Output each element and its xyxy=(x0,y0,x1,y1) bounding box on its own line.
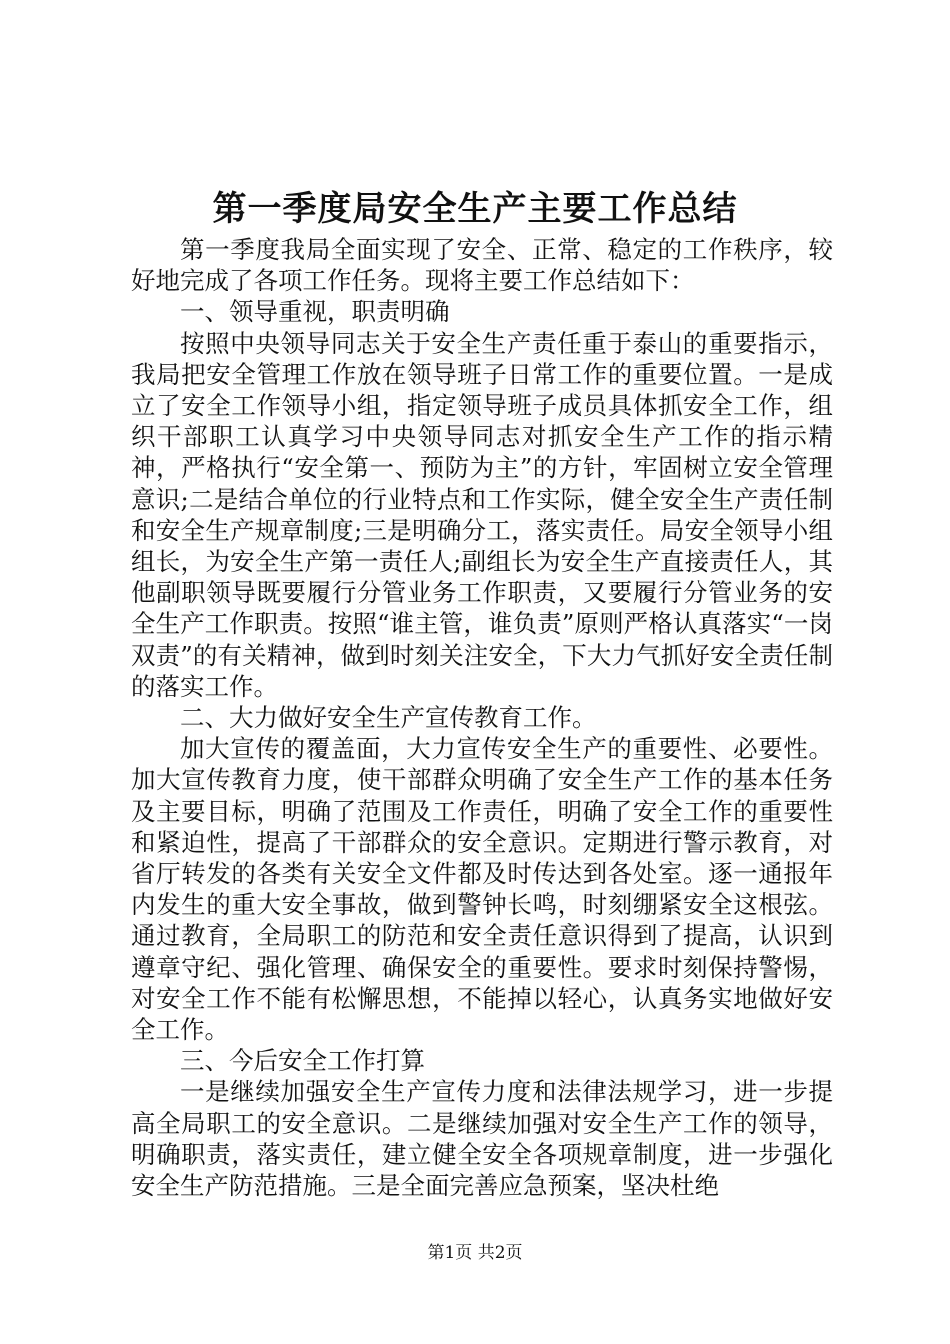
section-3-paragraph: 一是继续加强安全生产宣传力度和法律法规学习，进一步提高全局职工的安全意识。二是继续加强对安全生产工作的领导，明确职责，落实责任，建立健全安全各项规章制度，进一步强化安全生产防范措施。三是全面完善应急预案，坚决杜绝 xyxy=(131,1077,833,1201)
section-heading-2: 二、大力做好安全生产宣传教育工作。 xyxy=(180,703,597,733)
section-heading-1: 一、领导重视，职责明确 xyxy=(180,297,450,327)
document-title: 第一季度局安全生产主要工作总结 xyxy=(212,189,738,229)
page-number-footer: 第1页 共2页 xyxy=(427,1243,523,1263)
section-heading-3: 三、今后安全工作打算 xyxy=(180,1046,425,1076)
section-2-paragraph: 加大宣传的覆盖面，大力宣传安全生产的重要性、必要性。加大宣传教育力度，使干部群众明确了安全生产工作的基本任务及主要目标，明确了范围及工作责任，明确了安全工作的重要性和紧迫性，提高了干部群众的安全意识。定期进行警示教育，对省厅转发的各类有关安全文件都及时传达到各处室。逐一通报年内发生的重大安全事故，做到警钟长鸣，时刻绷紧安全这根弦。通过教育，全局职工的防范和安全责任意识得到了提高，认识到遵章守纪、强化管理、确保安全的重要性。要求时刻保持警惕，对安全工作不能有松懈思想，不能掉以轻心，认真务实地做好安全工作。 xyxy=(131,734,833,1045)
section-1-paragraph: 按照中央领导同志关于安全生产责任重于泰山的重要指示，我局把安全管理工作放在领导班子日常工作的重要位置。一是成立了安全工作领导小组，指定领导班子成员具体抓安全工作，组织干部职工认真学习中央领导同志对抓安全生产工作的指示精神，严格执行“安全第一、预防为主”的方针，牢固树立安全管理意识;二是结合单位的行业特点和工作实际，健全安全生产责任制和安全生产规章制度;三是明确分工，落实责任。局安全领导小组组长，为安全生产第一责任人;副组长为安全生产直接责任人，其他副职领导既要履行分管业务工作职责，又要履行分管业务的安全生产工作职责。按照“谁主管，谁负责”原则严格认真落实“一岗双责”的有关精神，做到时刻关注安全，下大力气抓好安全责任制的落实工作。 xyxy=(131,328,833,701)
intro-paragraph: 第一季度我局全面实现了安全、正常、稳定的工作秩序，较好地完成了各项工作任务。现将主要工作总结如下： xyxy=(131,235,833,296)
document-body xyxy=(131,234,833,1201)
